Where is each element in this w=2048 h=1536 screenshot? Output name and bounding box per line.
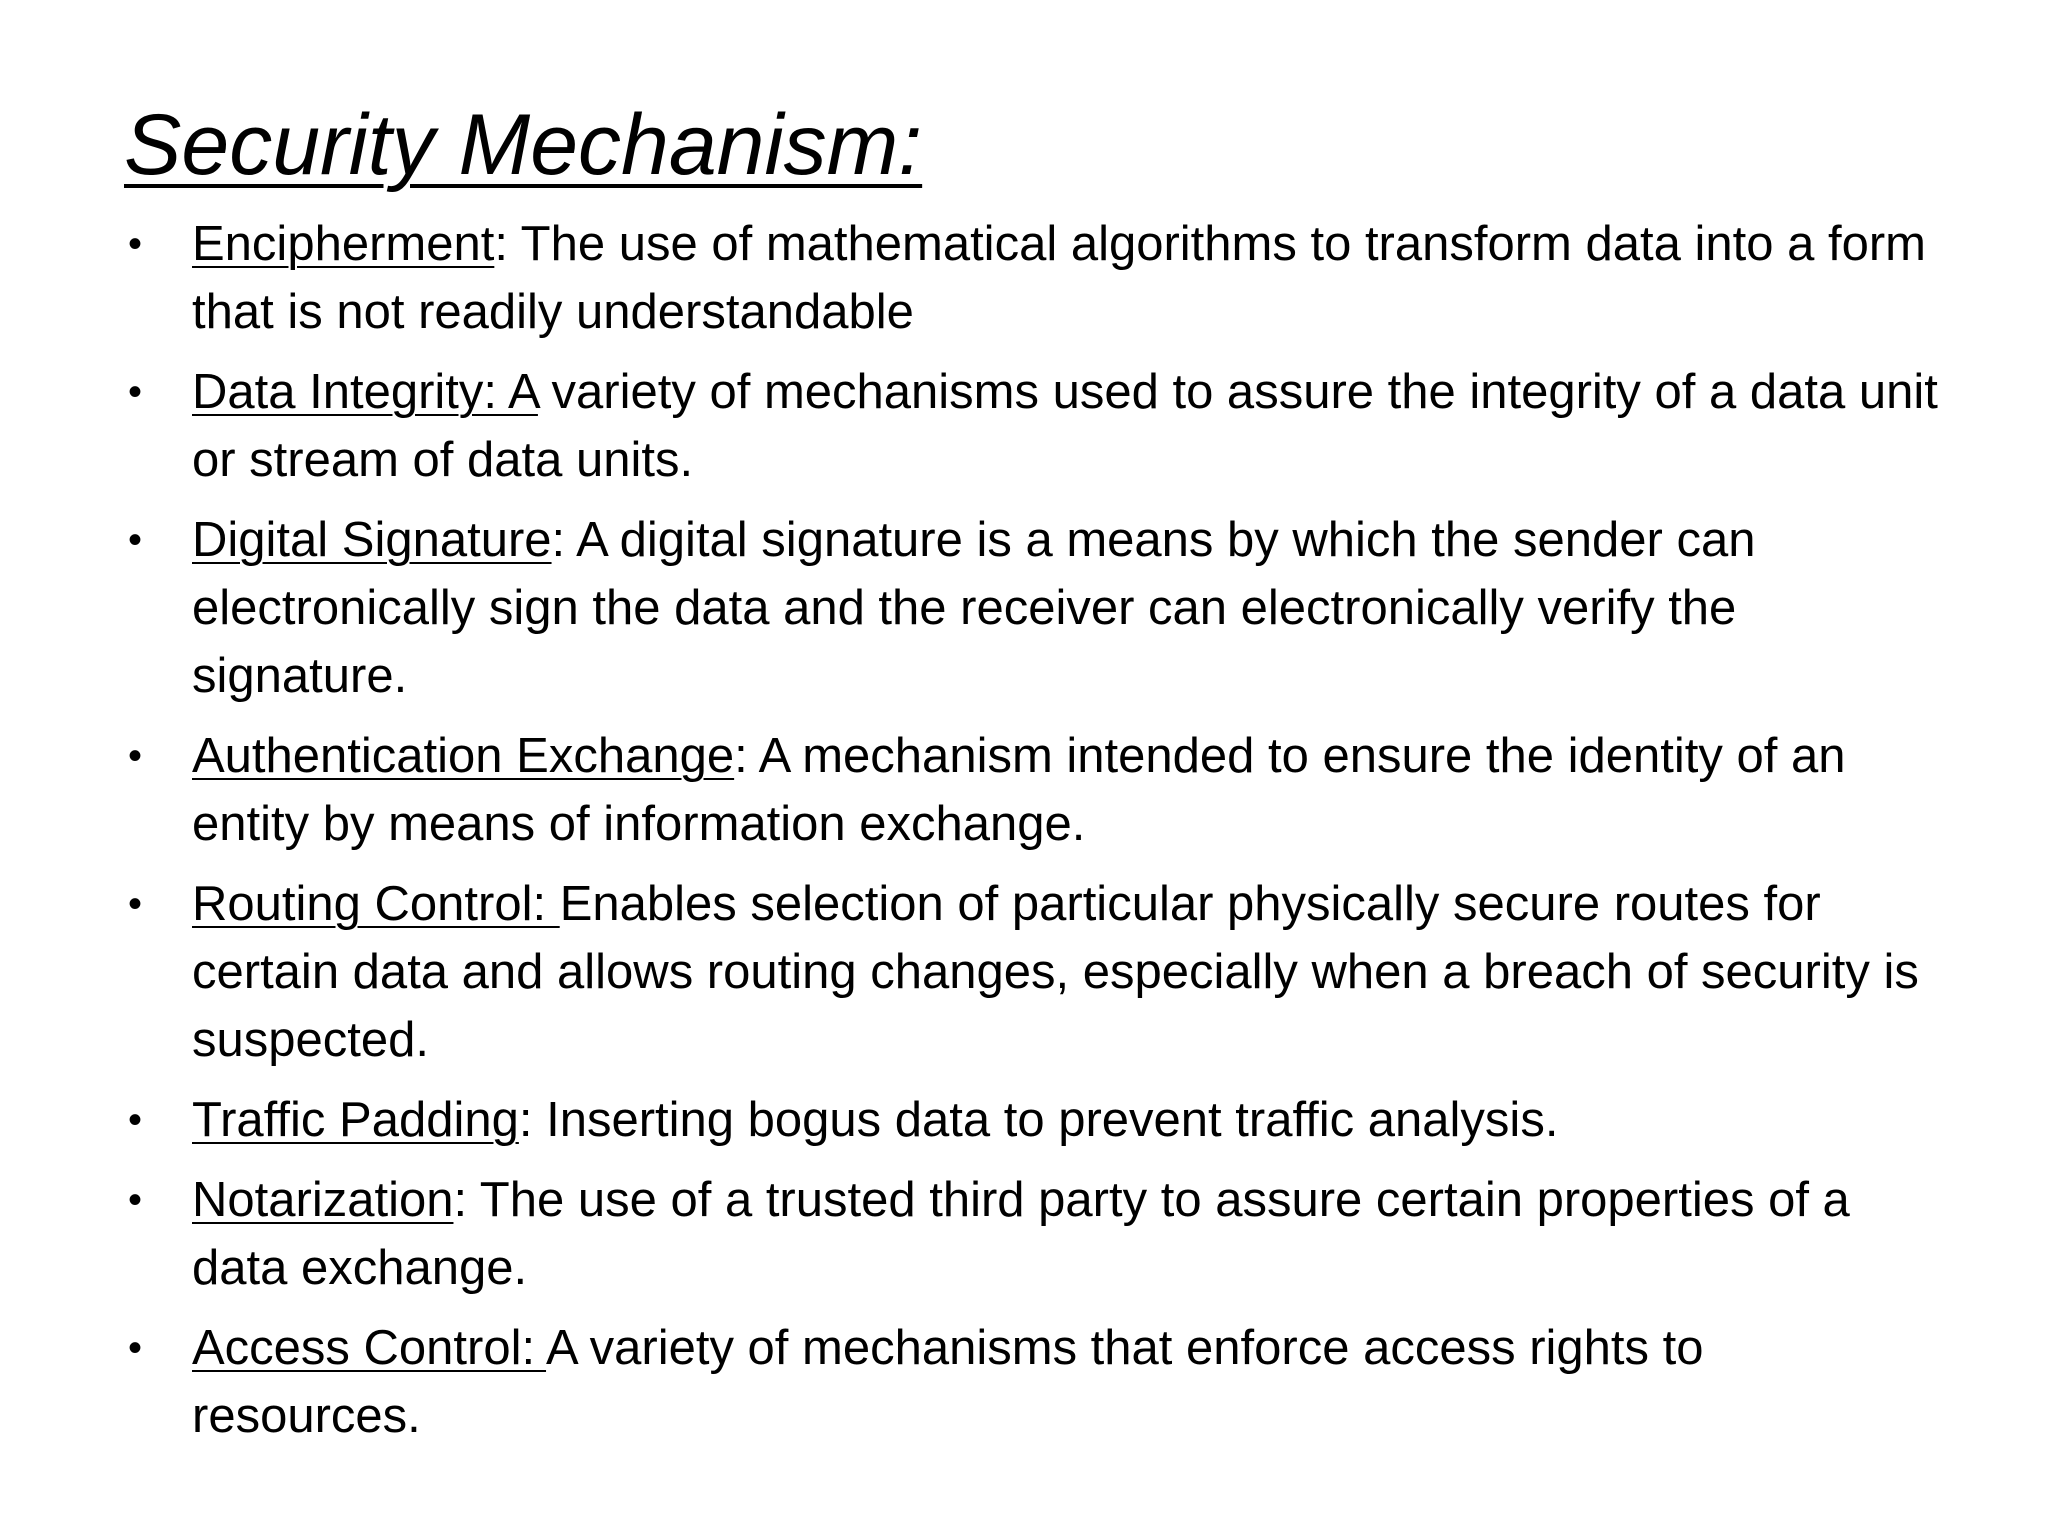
bullet-list bbox=[124, 210, 1944, 1462]
term-data-integrity: Data Integrity: A bbox=[192, 365, 538, 419]
term-notarization: Notarization bbox=[192, 1173, 454, 1227]
definition-text: Enables selection of particular physically secure routes for certain data and allows routing changes, especially when a breach of security is suspected. bbox=[192, 877, 1919, 1067]
definition-text: : The use of mathematical algorithms to transform data into a form that is not readily understandable bbox=[192, 217, 1926, 339]
slide-title: Security Mechanism: bbox=[124, 97, 923, 193]
list-item bbox=[124, 1314, 1944, 1450]
bullet-icon: • bbox=[128, 882, 143, 926]
list-item bbox=[124, 358, 1944, 494]
list-item bbox=[124, 722, 1944, 858]
term-routing-control: Routing Control: bbox=[192, 877, 560, 931]
bullet-icon: • bbox=[128, 222, 143, 266]
bullet-icon: • bbox=[128, 734, 143, 778]
term-access-control: Access Control: bbox=[192, 1321, 547, 1375]
definition-text: : A mechanism intended to ensure the identity of an entity by means of information exchange. bbox=[192, 729, 1846, 851]
list-item bbox=[124, 210, 1944, 346]
bullet-icon: • bbox=[128, 1178, 143, 1222]
definition-text: variety of mechanisms used to assure the integrity of a data unit or stream of data units. bbox=[192, 365, 1938, 487]
definition-text: : Inserting bogus data to prevent traffic analysis. bbox=[518, 1093, 1559, 1147]
bullet-icon: • bbox=[128, 370, 143, 414]
list-item bbox=[124, 870, 1944, 1074]
term-encipherment: Encipherment bbox=[192, 217, 495, 271]
bullet-icon: • bbox=[128, 1098, 143, 1142]
list-item bbox=[124, 1166, 1944, 1302]
definition-text: A variety of mechanisms that enforce access rights to resources. bbox=[192, 1321, 1704, 1443]
term-digital-signature: Digital Signature bbox=[192, 513, 552, 567]
bullet-icon: • bbox=[128, 518, 143, 562]
term-authentication-exchange: Authentication Exchange bbox=[192, 729, 735, 783]
definition-text: : A digital signature is a means by which the sender can electronically sign the data and the receiver can electronically verify the signature. bbox=[192, 513, 1756, 703]
definition-text: : The use of a trusted third party to assure certain properties of a data exchange. bbox=[192, 1173, 1850, 1295]
list-item bbox=[124, 506, 1944, 710]
list-item bbox=[124, 1086, 1944, 1154]
term-traffic-padding: Traffic Padding bbox=[192, 1093, 519, 1147]
bullet-icon: • bbox=[128, 1326, 143, 1370]
